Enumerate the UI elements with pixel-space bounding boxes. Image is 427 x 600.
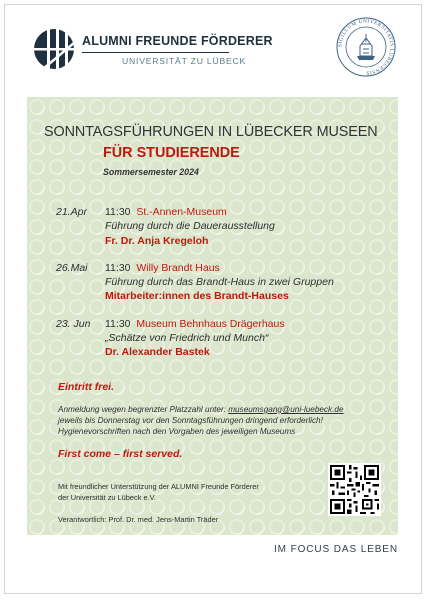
registration-email-link[interactable]: museumsgang@uni-luebeck.de	[228, 405, 344, 414]
event-subtitle: FÜR STUDIERENDE	[103, 145, 240, 161]
tour-guide: Dr. Alexander Bastek	[105, 346, 210, 358]
support-line: der Universität zu Lübeck e.V.	[58, 493, 156, 502]
footer-slogan: IM FOCUS DAS LEBEN	[274, 544, 398, 555]
hygiene-note: Hygienevorschriften nach den Vorgaben des jeweiligen Museums	[58, 427, 296, 436]
tour-date: 23. Jun	[56, 318, 91, 330]
seal-text: SIGILLUM UNIVERSITATIS LUBECENSIS	[337, 18, 395, 76]
tour-time: 11:30	[105, 318, 131, 330]
tour-venue: St.-Annen-Museum	[136, 206, 227, 218]
semester-label: Sommersemester 2024	[103, 167, 199, 177]
support-line: Mit freundlicher Unterstützung der ALUMNI Freunde Förderer	[58, 482, 259, 491]
university-seal-icon	[335, 16, 397, 78]
registration-prefix: Anmeldung wegen begrenzter Platzzahl unter:	[58, 405, 226, 414]
tour-description: Führung durch die Dauerausstellung	[105, 220, 275, 232]
tour-venue: Museum Behnhaus Drägerhaus	[136, 318, 285, 330]
org-subtitle: UNIVERSITÄT ZU LÜBECK	[122, 56, 247, 66]
first-come-note: First come – first served.	[58, 448, 183, 460]
responsible-line: Verantwortlich: Prof. Dr. med. Jens-Martin Träder	[58, 515, 219, 524]
tour-time-venue	[105, 318, 285, 330]
registration-deadline: jeweils bis Donnerstag vor den Sonntagsführungen dringend erforderlich!	[58, 416, 323, 425]
event-title: SONNTAGSFÜHRUNGEN IN LÜBECKER MUSEEN	[44, 124, 378, 140]
tour-time: 11:30	[105, 206, 131, 218]
tour-description: „Schätze von Friedrich und Munch“	[105, 332, 269, 344]
entry-free-note: Eintritt frei.	[58, 381, 115, 393]
tour-guide: Fr. Dr. Anja Kregeloh	[105, 235, 209, 247]
tour-date: 21.Apr	[56, 206, 87, 218]
tour-description: Führung durch das Brandt-Haus in zwei Gruppen	[105, 276, 334, 288]
tour-guide: Mitarbeiter:innen des Brandt-Hauses	[105, 290, 289, 302]
tour-time-venue	[105, 206, 227, 218]
registration-line	[58, 405, 344, 414]
tour-venue: Willy Brandt Haus	[136, 262, 220, 274]
tour-time-venue	[105, 262, 220, 274]
org-name: ALUMNI FREUNDE FÖRDERER	[82, 34, 273, 48]
tour-time: 11:30	[105, 262, 131, 274]
alumni-logo-icon	[33, 28, 75, 70]
org-divider	[82, 52, 229, 53]
tour-date: 26.Mai	[56, 262, 88, 274]
qr-code-icon[interactable]	[328, 463, 381, 516]
